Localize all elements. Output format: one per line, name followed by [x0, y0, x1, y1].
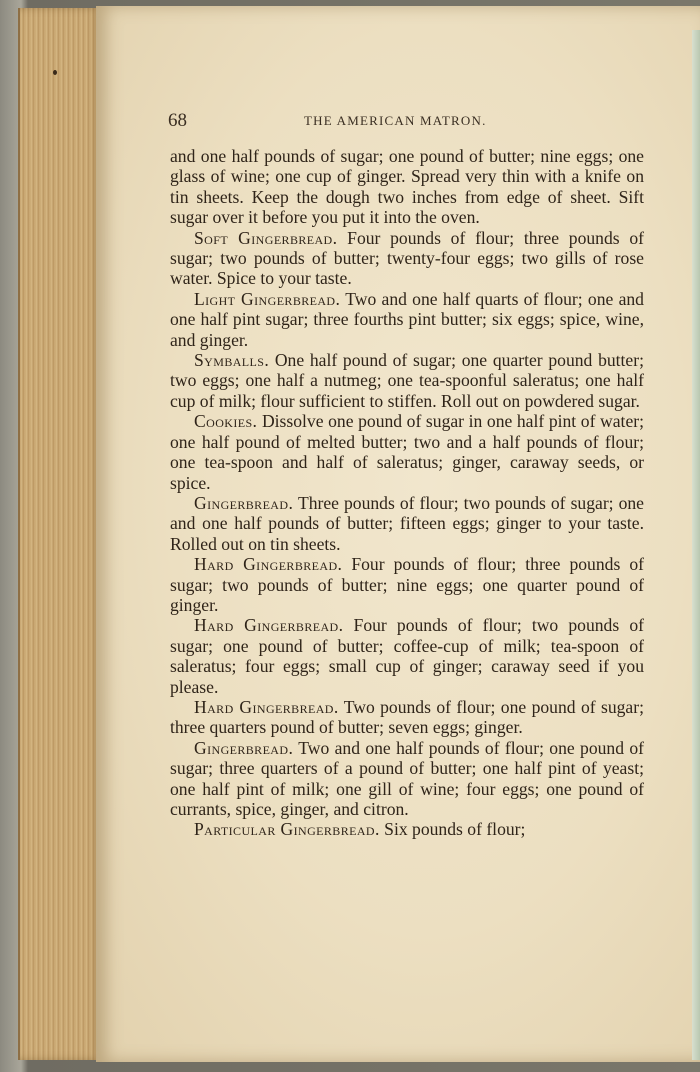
recipe-paragraph	[170, 819, 644, 839]
page-edges	[18, 8, 102, 1060]
recipe-title: Light Gingerbread.	[194, 288, 341, 309]
recipe-text: Dissolve one pound of sugar in one half pint of water; one half pound of melted butter; two and a half pounds of flour; one tea-spoon and half of saleratus; ginger, caraway seeds, or spice.	[170, 411, 644, 493]
recipe-paragraph	[170, 697, 644, 738]
recipe-text: Four pounds of flour; two pounds of sugar; one pound of butter; coffee-cup of milk; tea-spoon of saleratus; four eggs; small cup of ginger; caraway seed if you please.	[170, 615, 644, 697]
recipe-paragraph	[170, 411, 644, 493]
recipe-title: Symballs.	[194, 350, 270, 371]
recipe-paragraph	[170, 350, 644, 411]
recipe-text: Two and one half pounds of flour; one pound of sugar; three quarters of a pound of butter; one half pint of yeast; one half pint of milk; one gill of wine; four eggs; one pound of currants, spice, ginger, and citron.	[170, 737, 644, 819]
recipe-text: Three pounds of flour; two pounds of sugar; one and one half pounds of butter; fifteen eggs; ginger to your taste. Rolled out on tin sheets.	[170, 492, 644, 554]
recipe-title: Hard Gingerbread.	[194, 696, 339, 717]
recipe-paragraph	[170, 738, 644, 820]
recipe-title: Particular Gingerbread.	[194, 819, 380, 840]
recipe-paragraph	[170, 228, 644, 289]
ink-speck	[53, 70, 57, 75]
recipe-title: Gingerbread.	[194, 737, 294, 758]
recipe-title: Hard Gingerbread.	[194, 615, 344, 636]
body-text	[170, 146, 644, 840]
recipe-text: Six pounds of flour;	[384, 819, 526, 840]
continuation-paragraph: and one half pounds of sugar; one pound of butter; nine eggs; one glass of wine; one cup of ginger. Spread very thin with a knife on tin sheets. Keep the dough two inches from edge of sheet. Sift sugar over it before you put it into the oven.	[170, 146, 644, 228]
recipe-title: Soft Gingerbread.	[194, 227, 338, 248]
recipe-text: Two pounds of flour; one pound of sugar; three quarters pound of butter; seven eggs; ginger.	[170, 696, 644, 738]
recipe-paragraph	[170, 493, 644, 554]
recipe-text: Four pounds of flour; three pounds of sugar; two pounds of butter; twenty-four eggs; two gills of rose water. Spice to your taste.	[170, 227, 644, 289]
recipe-title: Gingerbread.	[194, 492, 294, 513]
recipe-paragraph	[170, 289, 644, 350]
recipe-text: One half pound of sugar; one quarter pound butter; two eggs; one half a nutmeg; one tea-spoonful saleratus; one half cup of milk; flour sufficient to stiffen. Roll out on powdered sugar.	[170, 350, 644, 411]
page-right-edge	[692, 30, 700, 1060]
page-header	[168, 110, 648, 136]
running-head: THE AMERICAN MATRON.	[304, 113, 487, 128]
recipe-paragraph	[170, 554, 644, 615]
recipe-title: Hard Gingerbread.	[194, 554, 343, 575]
recipe-text: Two and one half quarts of flour; one and one half pint sugar; three fourths pint butter; six eggs; spice, wine, and ginger.	[170, 288, 644, 350]
recipe-paragraph	[170, 615, 644, 697]
recipe-title: Cookies.	[194, 411, 258, 432]
page-number: 68	[168, 110, 187, 131]
recipe-text: Four pounds of flour; three pounds of sugar; two pounds of butter; nine eggs; one quarter pound of ginger.	[170, 554, 644, 615]
